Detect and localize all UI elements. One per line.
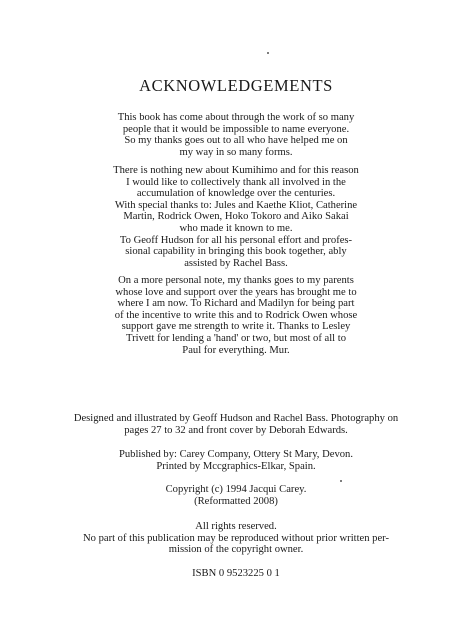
text-line: On a more personal note, my thanks goes to my parents [118,275,354,286]
text-line: All rights reserved. [195,521,277,532]
text-line: whose love and support over the years has brought me to [115,286,357,298]
text-line: my way in so many forms. [179,146,293,158]
text-line: accumulation of knowledge over the centuries. [136,188,336,200]
text-line: Trivett for lending a 'hand' or two, but most of all to [126,332,346,344]
publisher-info [0,449,472,472]
text-line: Copyright (c) 1994 Jacqui Carey. [165,484,307,495]
text-line: pages 27 to 32 and front cover by Deborah Edwards. [124,424,348,436]
text-line: of the incentive to write this and to Rodrick Owen whose [114,309,358,321]
text-line: I would like to collectively thank all involved in the [126,176,346,188]
rights-notice [0,521,472,556]
text-line: sional capability in bringing this book together, ably [125,246,347,258]
text-line: No part of this publication may be reproduced without prior written per- [82,532,390,544]
text-line: With special thanks to: Jules and Kaethe Kliot, Catherine [114,199,358,211]
paragraph-special-thanks [0,165,472,269]
text-line: mission of the copyright owner. [168,544,304,556]
text-line: Published by: Carey Company, Ottery St Mary, Devon. [118,449,353,460]
paragraph-personal-note [0,275,472,356]
paragraph-intro [0,112,472,158]
text-line: who made it known to me. [179,222,293,234]
text-line: (Reformatted 2008) [194,495,278,507]
page-title: ACKNOWLEDGEMENTS [139,76,333,95]
isbn-number: ISBN 0 9523225 0 1 [192,568,280,579]
text-line: where I am now. To Richard and Madilyn for being part [117,298,355,310]
print-speck [340,480,342,482]
text-line: Martin, Rodrick Owen, Hoko Tokoro and Aiko Sakai [123,211,349,223]
design-credits [0,413,472,436]
text-line: Designed and illustrated by Geoff Hudson and Rachel Bass. Photography on [73,413,399,424]
text-line: assisted by Rachel Bass. [184,257,288,269]
text-line: There is nothing new about Kumihimo and for this reason [113,165,359,176]
text-line: support gave me strength to write it. Thanks to Lesley [121,321,351,333]
text-line: So my thanks goes out to all who have helped me on [124,135,348,147]
copyright-notice [0,484,472,507]
text-line: Printed by Mccgraphics-Elkar, Spain. [156,460,316,472]
print-speck [267,52,269,54]
text-line: people that it would be impossible to name everyone. [122,123,350,135]
text-line: Paul for everything. Mur. [182,344,290,356]
text-line: This book has come about through the work of so many [117,112,355,123]
text-line: To Geoff Hudson for all his personal effort and profes- [119,234,353,246]
